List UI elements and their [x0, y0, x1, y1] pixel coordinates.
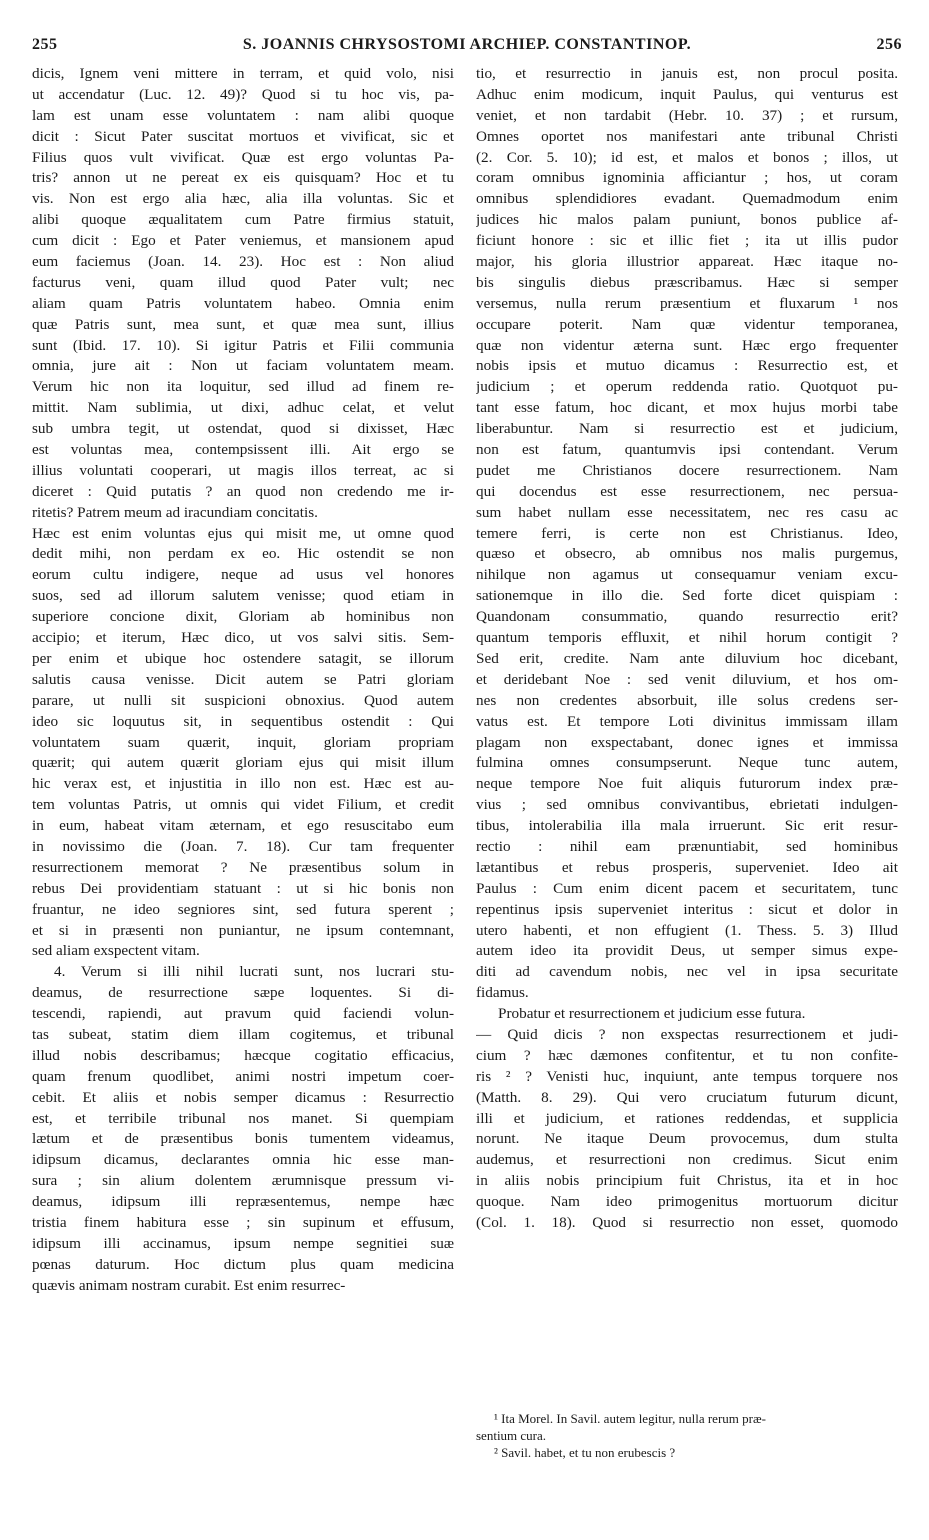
text-line: Verum hic non ita loquitur, sed illud ad finem re- [32, 378, 454, 396]
text-line: hic verax est, et injustitia in illo non est. Hæc est au- [32, 775, 454, 793]
text-line: tris? annon ut ne pereat ex eis quisquam? Hoc et tu [32, 169, 454, 187]
text-line: salutis causa venisse. Dicit autem se Patri gloriam [32, 670, 454, 688]
text-line: (2. Cor. 5. 10); id est, et malos et bonos ; illos, ut [476, 148, 898, 166]
text-line: sub umbra tegit, ut ostendat, quod si dixisset, Hæc [32, 420, 454, 438]
text-line: fulmina omnes consumpserunt. Neque tunc autem, [476, 754, 898, 772]
text-line: audemus, et resurrectioni non credimus. Sicut enim [476, 1151, 898, 1169]
text-line: tibus, intolerabilia illa mala irruerunt. Sic erit resur- [476, 817, 898, 835]
text-line: et deridebant Noe : sed venit diluvium, et hos om- [476, 670, 898, 688]
text-line: quæso et obsecro, ab omnibus nos malis purgemus, [476, 545, 898, 563]
text-line: per enim et ubique hoc ostendere satagit, se illorum [32, 649, 454, 667]
page-number-right: 256 [876, 36, 902, 53]
text-line: Adhuc enim modicum, inquit Paulus, qui venturus est [476, 85, 898, 103]
text-line: superiore concione dixit, Gloriam ab hominibus non [32, 608, 454, 626]
text-line: autem ideo ita providit Deus, ut semper simus expe- [476, 942, 898, 960]
text-line: nihilque non agamus ut consequamur veniam excu- [476, 566, 898, 584]
text-line: ficiunt honore : sic et illic fiet ; ita ut illis pudor [476, 232, 898, 250]
text-line: (Matth. 8. 29). Qui vero cruciatum futurum dicunt, [476, 1088, 898, 1106]
text-line: Hæc est enim voluntas ejus qui misit me, ut omne quod [32, 524, 454, 542]
text-line: lætum et de præsentibus bonis tumentem videamus, [32, 1130, 454, 1148]
footnotes [476, 1410, 898, 1461]
text-line: illius voluntati cooperari, ut magis illos terreat, ac si [32, 461, 454, 479]
text-line: dicis, Ignem veni mittere in terram, et quid volo, nisi [32, 65, 454, 82]
text-line: non est fatum, quantumvis ipsi contendant. Verum [476, 441, 898, 459]
text-line: ideo sic loquutus sit, in sequentibus ostendit : Qui [32, 712, 454, 730]
footnote-line: ² Savil. habet, et tu non erubescis ? [494, 1445, 676, 1460]
text-line: idipsum illi accinamus, ipsum nempe segnitiei suæ [32, 1234, 454, 1252]
text-line: pœnas daturum. Hoc dictum plus quam medicina [32, 1255, 454, 1273]
text-line: nes non credentes absorbuit, ille solus credens ser- [476, 691, 898, 709]
text-line: diceret : Quid putatis ? an quod non credendo me ir- [32, 482, 454, 500]
text-line: alibi quoque æqualitatem cum Patre firmius statuit, [32, 211, 454, 229]
text-line: tant esse fatum, hoc dicant, et mox hujus morbi tabe [476, 399, 898, 417]
left-column [32, 64, 454, 1297]
text-line: deamus, idipsum illi repræsentemus, nempe hæc [32, 1193, 454, 1211]
text-line: major, his gloria illustrior appareat. Hæc itaque no- [476, 253, 898, 271]
text-line: ris ² ? Venisti huc, inquiunt, ante tempus torquere nos [476, 1067, 898, 1085]
text-line: vis. Non est ergo alia hæc, alia illa voluntas. Sic et [32, 190, 454, 208]
text-line: plagam non exspectabant, donec ignes et immissa [476, 733, 898, 751]
text-line: quæ non videntur æterna sunt. Hæc ergo frequenter [476, 336, 898, 354]
text-line: nobis ipsis et mutuo dicamus : Resurrectio est, et [476, 357, 898, 375]
text-line: liberabuntur. Nam si resurrectio est et judicium, [476, 420, 898, 438]
text-line: illud nobis describamus; hæcque cogitatio efficacius, [32, 1046, 454, 1064]
text-line: neque tempore Noe fuit aliquis futurorum index præ- [476, 775, 898, 793]
text-line: judicium ; et operum reddenda ratio. Quotquot pu- [476, 378, 898, 396]
text-line: cebit. Et aliis et nobis semper dicamus : Resurrectio [32, 1088, 454, 1106]
text-line: lam est unam esse voluntatem : nam alibi quoque [32, 106, 454, 124]
text-line: idipsum dicamus, declarantes omnia hic esse man- [32, 1151, 454, 1169]
text-line: vius ; sed omnibus convivantibus, ebrietati indulgen- [476, 796, 898, 814]
text-line: lætantibus et rebus prosperis, superveniet. Ideo ait [476, 858, 898, 876]
text-line: eorum cultu indigere, neque ad usus vel honores [32, 566, 454, 584]
text-line: sura ; sin alium dolentem ærumnisque pressum vi- [32, 1172, 454, 1190]
text-line: Sed erit, credite. Nam ante diluvium hoc dicebant, [476, 649, 898, 667]
text-line: qui docendus est esse resurrectionem, nec persua- [476, 482, 898, 500]
text-line: bis singulis diebus præscribamus. Hæc si semper [476, 273, 898, 291]
text-line: rebus Dei providentiam statuant : ut si hic bonis non [32, 879, 454, 897]
text-line: tas subeat, statim diem illam cogitemus, et tribunal [32, 1025, 454, 1043]
text-line: occupare poterit. Nam quæ videntur temporanea, [476, 315, 898, 333]
footnote-line: sentium cura. [476, 1428, 547, 1443]
text-line: utero habenti, et non effugient (1. Thess. 5. 3) Illud [476, 921, 898, 939]
text-line: in novissimo die (Joan. 7. 18). Cur tam frequenter [32, 837, 454, 855]
running-title: S. JOANNIS CHRYSOSTOMI ARCHIEP. CONSTANTINOP. [242, 36, 692, 53]
text-line: veniet, et non tardabit (Hebr. 10. 37) ; et rursum, [476, 106, 898, 124]
text-line: est voluntas mea, contempsissent illi. Ait ergo se [32, 441, 454, 459]
text-line: fidamus. [476, 984, 529, 1002]
text-line: est, et terribile tribunal nos manet. Si quempiam [32, 1109, 454, 1127]
text-line: tem voluntas Patris, ut omnis qui videt Filium, et credit [32, 796, 454, 814]
text-line: (Col. 1. 18). Quod si resurrectio non esset, quomodo [476, 1213, 898, 1231]
text-line: accipio; et iterum, Hæc dico, ut vos salvi sitis. Sem- [32, 629, 454, 647]
text-line: Omnes oportet nos manifestari ante tribunal Christi [476, 127, 898, 145]
text-line: mittit. Nam sublimia, ut dixi, adhuc celat, et velut [32, 399, 454, 417]
text-line: norunt. Ne itaque Deum provocemus, dum stulta [476, 1130, 898, 1148]
text-line: dedit mihi, non perdam ex eo. Hic ostendit se non [32, 545, 454, 563]
text-line: facturus veni, quam illud quod Pater vult; nec [32, 273, 454, 291]
footnote-line: ¹ Ita Morel. In Savil. autem legitur, nulla rerum præ- [494, 1411, 766, 1426]
text-line: et si in præsenti non puniantur, ne ipsum contemnant, [32, 921, 454, 939]
running-header [32, 36, 902, 58]
text-line: voluntatem suam quærit, inquit, gloriam propriam [32, 733, 454, 751]
text-line: quoque. Nam ideo primogenitus mortuorum dicitur [476, 1193, 898, 1211]
text-line: suos, sed ad illorum salutem venisse; quod etiam in [32, 587, 454, 605]
text-line: in aliis nobis principium fuit Christus, ita et in hoc [476, 1172, 898, 1190]
text-line: 4. Verum si illi nihil lucrati sunt, nos lucrari stu- [54, 963, 454, 981]
text-line: quam frenum quodlibet, animi nostri impetum coer- [32, 1067, 454, 1085]
page-number-left: 255 [32, 36, 58, 53]
text-line: quærit; qui autem quærit gloriam ejus qui misit illum [32, 754, 454, 772]
text-line: in eum, habeat vitam æternam, et ego resuscitabo eum [32, 817, 454, 835]
text-line: cum dicit : Ego et Pater veniemus, et mansionem apud [32, 232, 454, 250]
text-line: eum faciemus (Joan. 14. 23). Hoc est : Non aliud [32, 253, 454, 271]
text-line: repentinus ipsis superveniet interitus : sicut et dolor in [476, 900, 898, 918]
text-line: illi et judicium, et rationes reddendas, et supplicia [476, 1109, 898, 1127]
text-line: cium ? hæc dæmones confitentur, et tu non confite- [476, 1046, 898, 1064]
text-line: vatus est. Et tempore Loti divinitus immissam illam [476, 712, 898, 730]
text-line: aliam quam Patris voluntatem habeo. Omnia enim [32, 294, 454, 312]
text-line: tescendi, rapiendi, aut pravum quid faciendi volun- [32, 1005, 454, 1023]
text-line: dicit : Sicut Pater suscitat mortuos et vivificat, sic et [32, 127, 454, 145]
text-line: rectio : nihil eam prænuntiabit, sed hominibus [476, 837, 898, 855]
text-line: quantum temporis effluxit, et nihil horum contigit ? [476, 629, 898, 647]
text-line: sunt (Ibid. 17. 10). Si igitur Patris et Filii communia [32, 336, 454, 354]
text-line: — Quid dicis ? non exspectas resurrectionem et judi- [476, 1025, 898, 1043]
text-line: omnia, jure ait : Non ut faciam voluntatem meam. [32, 357, 454, 375]
text-line: Probatur et resurrectionem et judicium esse futura. [498, 1005, 806, 1023]
text-line: tio, et resurrectio in januis est, non procul posita. [476, 65, 898, 82]
text-line: Quandonam consummatio, quando resurrectio erit? [476, 608, 898, 626]
text-line: pudet me Christianos docere resurrectionem. Nam [476, 461, 898, 479]
text-line: resurrectionem memorat ? Ne præsentibus solum in [32, 858, 454, 876]
text-line: temere ferri, is certe non est Christianus. Ideo, [476, 524, 898, 542]
text-line: tristia finem habitura esse ; sin supinum et effusum, [32, 1213, 454, 1231]
text-line: coram omnibus ignominia afficiantur ; hos, ut coram [476, 169, 898, 187]
text-line: judices hic malos palam puniunt, bonos publice af- [476, 211, 898, 229]
text-line: quævis animam nostram curabit. Est enim resurrec- [32, 1276, 346, 1294]
text-line: sum habet nullam esse necessitatem, nec res casu ac [476, 503, 898, 521]
text-line: quæ Patris sunt, mea sunt, et quæ mea sunt, illius [32, 315, 454, 333]
text-line: parare, ut nulli sit suspicioni obnoxius. Quod autem [32, 691, 454, 709]
text-line: omnibus splendidiores evadant. Quemadmodum enim [476, 190, 898, 208]
text-line: Filius quos vult vivificat. Quæ est ergo voluntas Pa- [32, 148, 454, 166]
text-line: ritetis? Patrem meum ad iracundiam concitatis. [32, 503, 318, 521]
text-line: fruantur, ne ideo segniores sint, sed futura sperent ; [32, 900, 454, 918]
text-line: diti ad cavendum nobis, nec vel in ipsa securitate [476, 963, 898, 981]
text-line: ut accendatur (Luc. 12. 49)? Quod si tu hoc vis, pa- [32, 85, 454, 103]
right-column [476, 64, 898, 1234]
text-line: sed aliam exspectent vitam. [32, 942, 200, 960]
text-line: sationemque in illo die. Sed forte dicet quispiam : [476, 587, 898, 605]
text-line: Paulus : Cum enim dicent pacem et securitatem, tunc [476, 879, 898, 897]
text-line: versemus, nulla rerum præsentium et fluxarum ¹ nos [476, 294, 898, 312]
text-line: deamus, de resurrectione sæpe loquentes. Si di- [32, 984, 454, 1002]
